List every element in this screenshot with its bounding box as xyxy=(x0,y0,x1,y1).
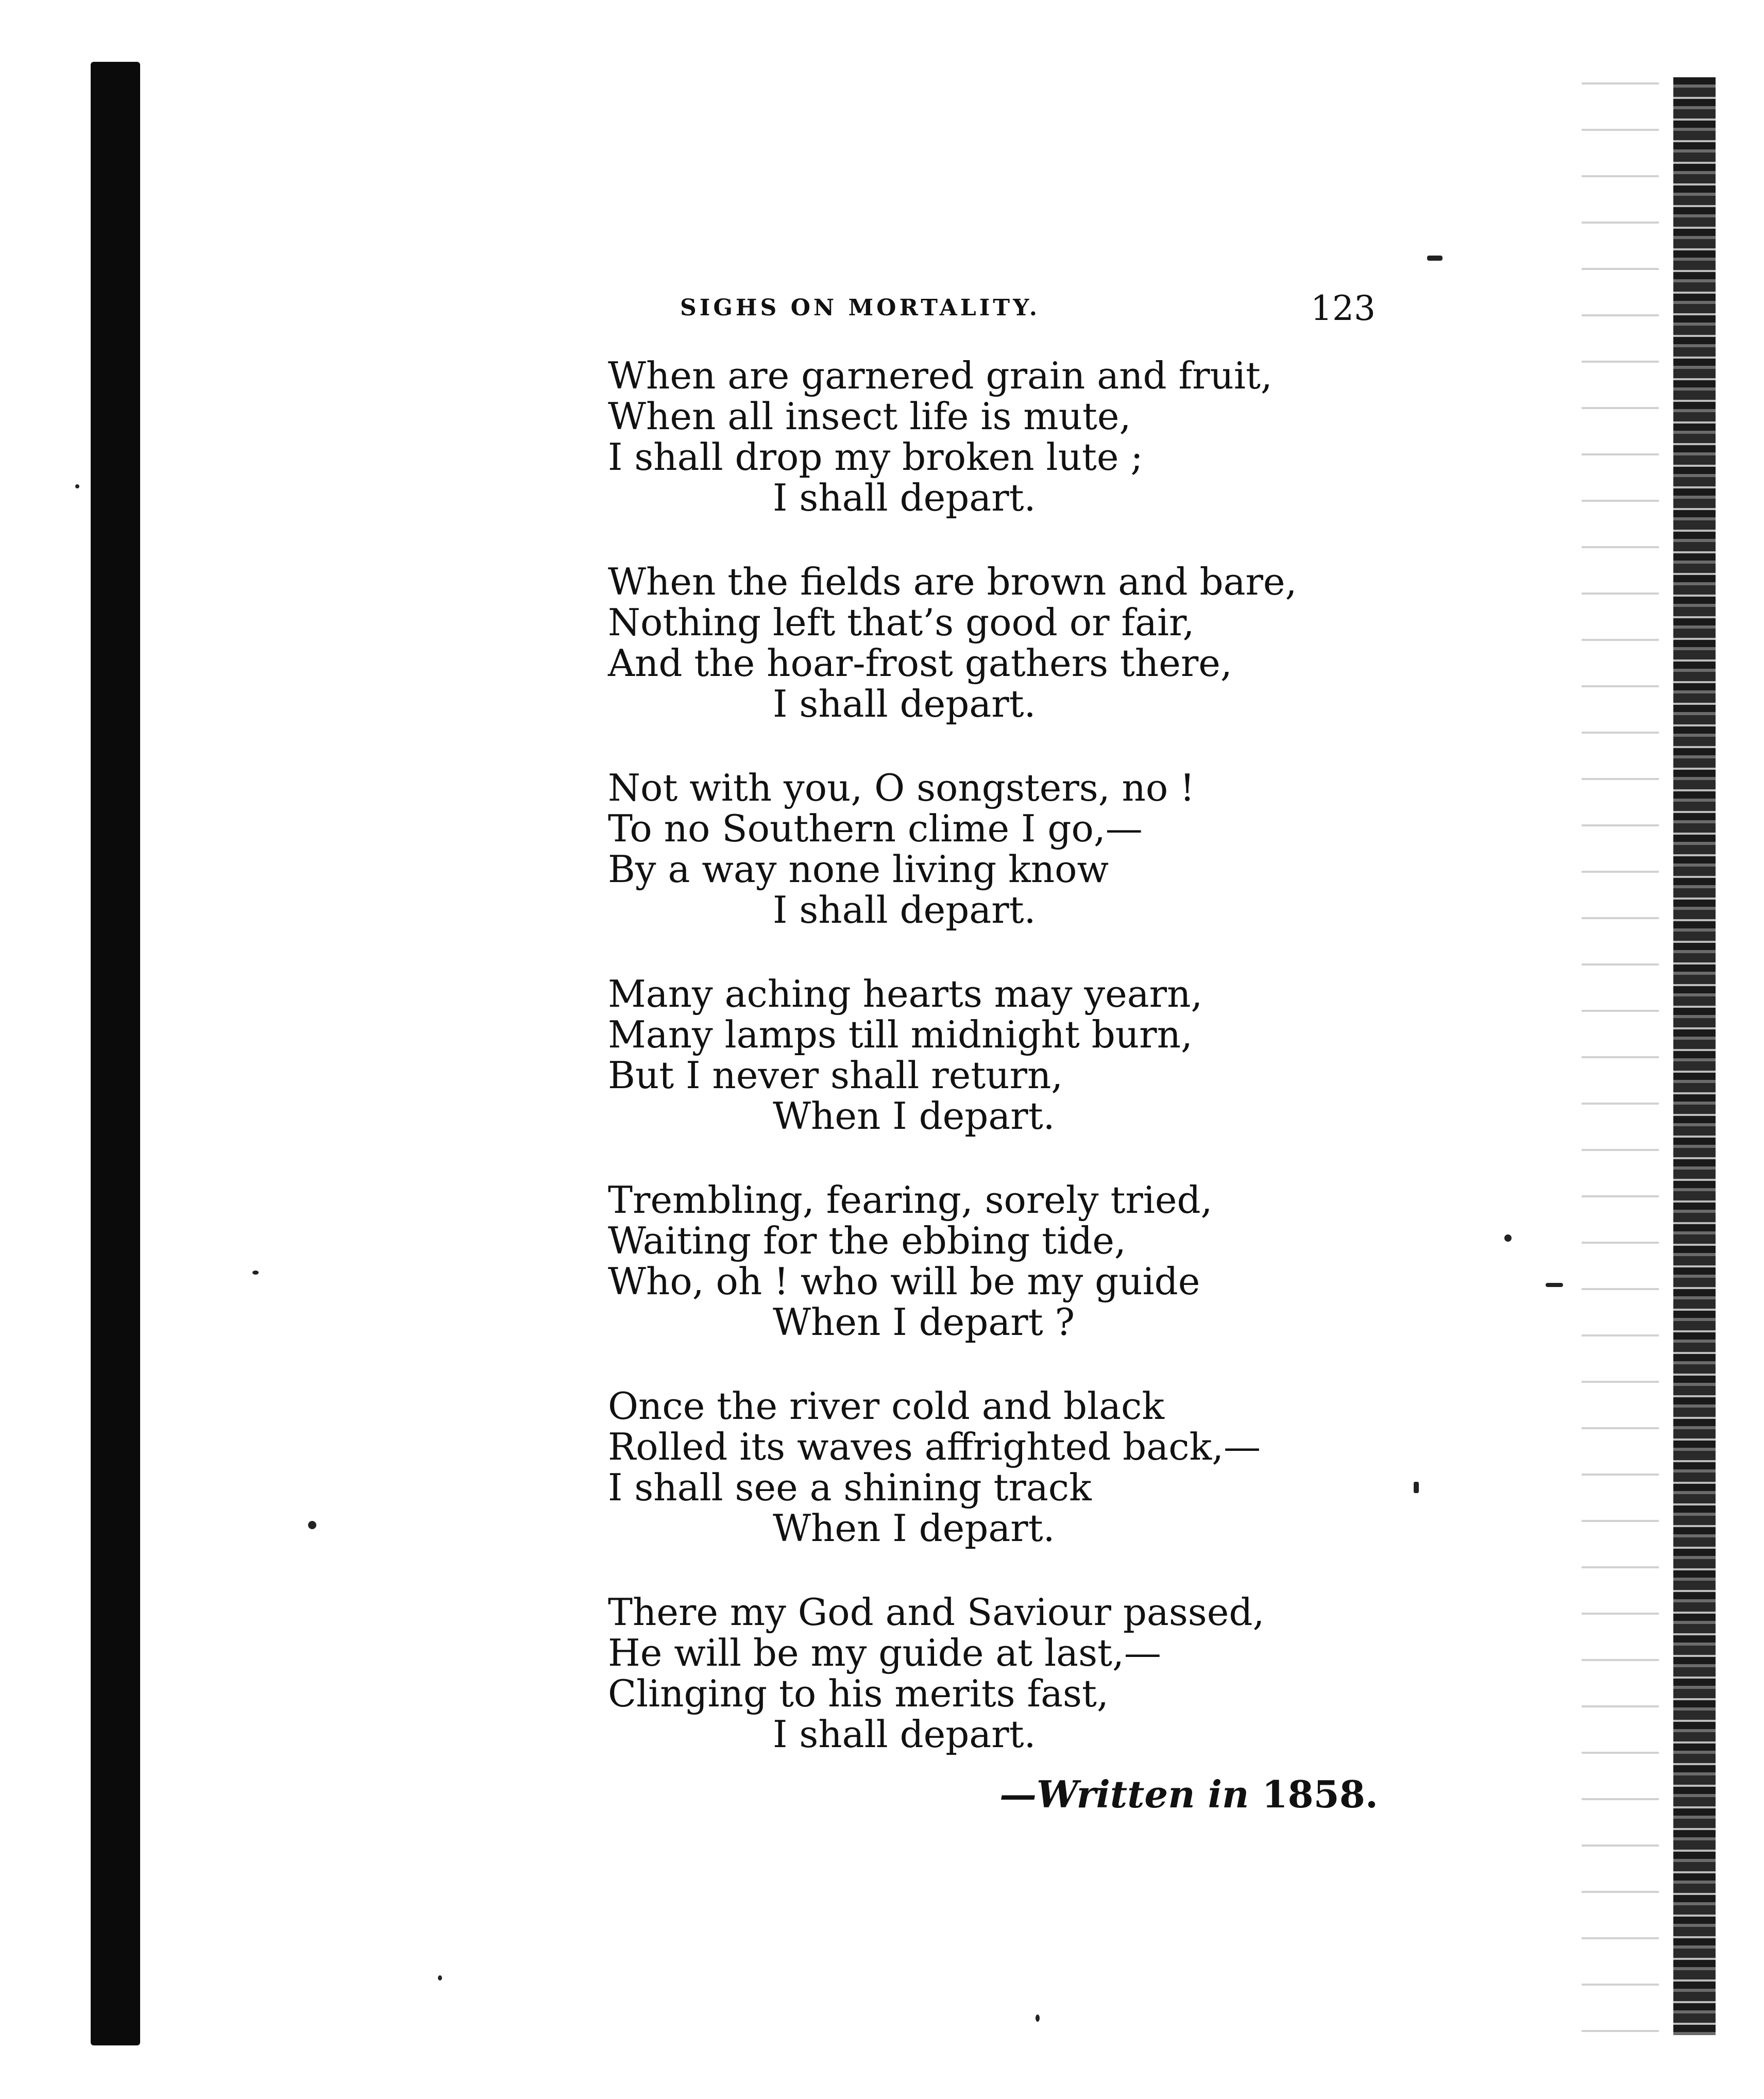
stanza xyxy=(608,1592,1391,1755)
attribution xyxy=(999,1772,1378,1816)
poem-line: Rolled its waves affrighted back,— xyxy=(608,1425,1261,1468)
scan-speck xyxy=(252,1271,259,1275)
poem-line: Waiting for the ebbing tide, xyxy=(608,1219,1126,1262)
stanza xyxy=(608,768,1391,930)
running-head xyxy=(680,289,1381,335)
poem-line: Many aching hearts may yearn, xyxy=(608,972,1203,1015)
binding-gutter-shadow xyxy=(91,62,140,2045)
poem-line: To no Southern clime I go,— xyxy=(608,807,1143,850)
refrain-line: I shall depart. xyxy=(773,476,1036,519)
scan-speck xyxy=(1546,1283,1563,1287)
poem-line: He will be my guide at last,— xyxy=(608,1631,1161,1674)
refrain-line: When I depart. xyxy=(773,1094,1055,1138)
poem-line: Once the river cold and black xyxy=(608,1384,1164,1428)
poem-line: I shall drop my broken lute ; xyxy=(608,435,1143,479)
stanza xyxy=(608,1180,1391,1343)
poem-line: Who, oh ! who will be my guide xyxy=(608,1260,1200,1303)
scan-speck xyxy=(1427,256,1443,261)
poem-line: By a way none living know xyxy=(608,848,1109,891)
stanza xyxy=(608,1386,1391,1549)
refrain-line: I shall depart. xyxy=(773,682,1036,725)
stanza xyxy=(608,562,1391,724)
page-number: 123 xyxy=(1311,289,1376,328)
stanza xyxy=(608,974,1391,1137)
poem-line: There my God and Saviour passed, xyxy=(608,1590,1265,1634)
scan-speck xyxy=(1504,1234,1512,1242)
refrain-line: When I depart. xyxy=(773,1506,1055,1550)
scan-speck xyxy=(1036,2015,1040,2022)
refrain-line: I shall depart. xyxy=(773,888,1036,932)
poem-line: Trembling, fearing, sorely tried, xyxy=(608,1178,1213,1222)
poem-line: Nothing left that’s good or fair, xyxy=(608,601,1195,644)
scan-speck xyxy=(75,484,79,488)
scan-speck xyxy=(308,1521,316,1529)
attribution-year: 1858. xyxy=(1262,1772,1378,1816)
refrain-line: I shall depart. xyxy=(773,1713,1036,1756)
refrain-line: When I depart ? xyxy=(773,1300,1075,1344)
poem-line: When all insect life is mute, xyxy=(608,395,1131,438)
poem-line: Not with you, O songsters, no ! xyxy=(608,766,1195,809)
poem-line: And the hoar-frost gathers there, xyxy=(608,641,1232,685)
poem-line: I shall see a shining track xyxy=(608,1466,1092,1509)
poem-line: When the fields are brown and bare, xyxy=(608,560,1297,603)
poem-line: But I never shall return, xyxy=(608,1054,1063,1097)
attribution-dash: — xyxy=(999,1772,1037,1816)
attribution-phrase: Written in xyxy=(1037,1772,1249,1816)
poem-line: When are garnered grain and fruit, xyxy=(608,354,1273,397)
scan-speck xyxy=(438,1975,442,1980)
stanza xyxy=(608,356,1391,518)
poem-line: Clinging to his merits fast, xyxy=(608,1672,1109,1715)
poem-line: Many lamps till midnight burn, xyxy=(608,1013,1193,1056)
page-edge-shadow xyxy=(1673,77,1716,2035)
running-title: SIGHS ON MORTALITY. xyxy=(680,295,1041,321)
scan-speck xyxy=(1414,1482,1419,1493)
poem xyxy=(608,356,1391,1798)
facing-page-bleed-through xyxy=(1582,62,1659,2045)
